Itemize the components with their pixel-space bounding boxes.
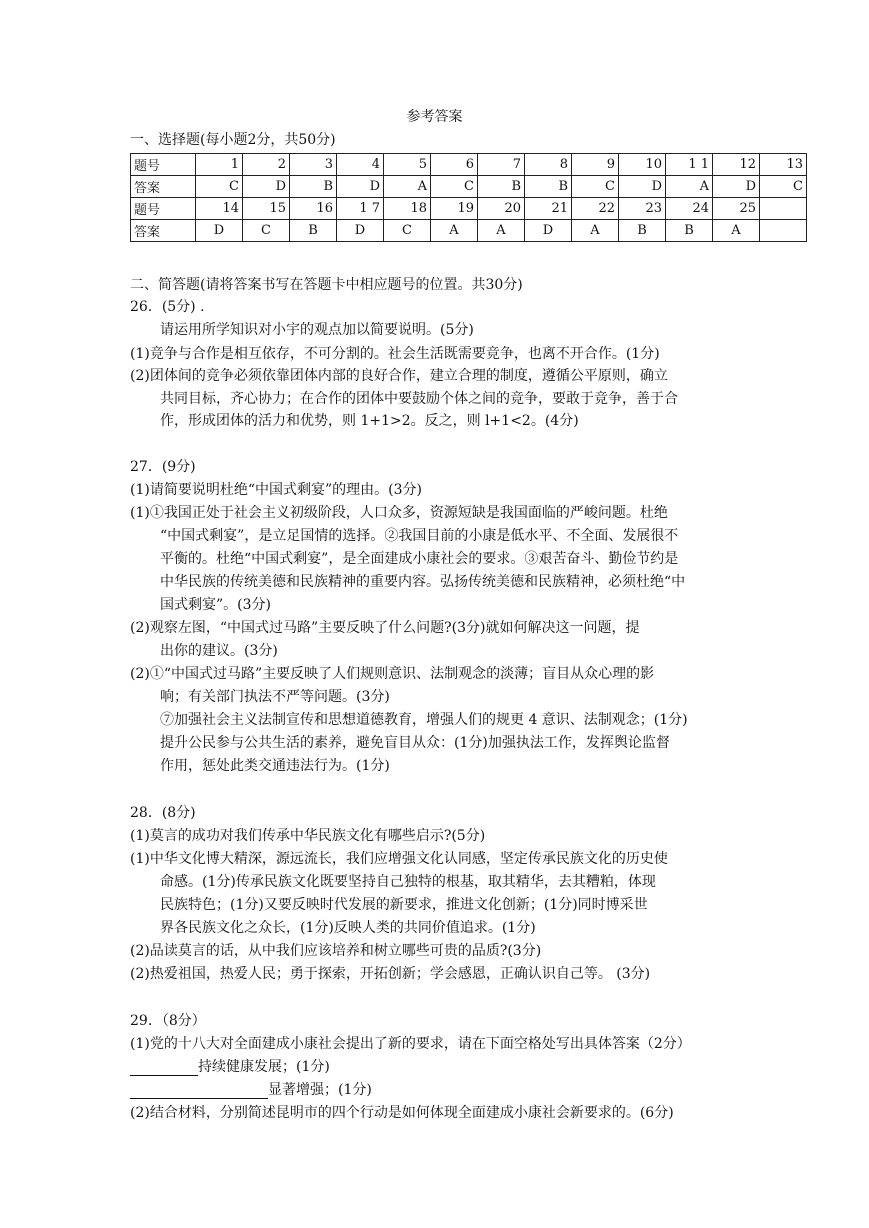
q28-heading: 28．(8分) (130, 805, 196, 821)
table-cell: A (666, 176, 713, 198)
table-cell: 6 (431, 154, 478, 176)
q29-line: 显著增强；(1分) (268, 1082, 372, 1098)
q27-line: “中国式剩宴”，是立足国情的选择。②我国目前的小康是低水平、不全面、发展很不 (160, 528, 679, 544)
q28-line: (2)品读莫言的话，从中我们应该培养和树立哪些可贵的品质?(3分) (130, 943, 542, 959)
q27-heading: 27．(9分) (130, 459, 196, 475)
q28-line: (2)热爱祖国，热爱人民；勇于探索，开拓创新；学会感恩，正确认识自己等。 (3分) (130, 966, 651, 982)
q28-line: 界各民族文化之众长，(1分)反映人类的共同价值追求。(1分) (160, 920, 536, 936)
q29-blank-line (130, 1081, 372, 1099)
table-row (131, 198, 807, 220)
q26-line: 共同目标，齐心协力；在合作的团体中要鼓励个体之间的竞争，要敢于竞争，善于合 (160, 391, 678, 407)
q27-line: ⑦加强社会主义法制宣传和思想道德教育，增强人们的规更 4 意识、法制观念；(1分) (160, 712, 688, 728)
q26-line: 请运用所学知识对小宇的观点加以简要说明。(5分) (160, 322, 474, 338)
table-cell: 12 (713, 154, 760, 176)
table-cell: D (619, 176, 666, 198)
table-row-label: 答案 (131, 176, 196, 198)
table-cell: B (525, 176, 572, 198)
q29-blank-line (130, 1058, 330, 1076)
q29-line: 持续健康发展；(1分) (198, 1059, 330, 1075)
table-cell: 25 (713, 198, 760, 220)
q27-line: 国式剩宴”。(3分) (160, 597, 271, 613)
table-cell: B (619, 220, 666, 242)
answer-blank (130, 1084, 268, 1099)
q28-line: 民族特色；(1分)又要反映时代发展的新要求，推进文化创新；(1分)同时博采世 (160, 897, 648, 913)
table-row-label: 题号 (131, 154, 196, 176)
table-cell: C (196, 176, 243, 198)
table-cell: D (243, 176, 290, 198)
q29-heading: 29．（8分） (130, 1013, 206, 1029)
table-cell: 4 (337, 154, 384, 176)
table-cell: 16 (290, 198, 337, 220)
table-cell: B (478, 176, 525, 198)
q27-line: 出你的建议。(3分) (160, 643, 278, 659)
table-cell: 20 (478, 198, 525, 220)
table-cell: D (713, 176, 760, 198)
table-cell: 24 (666, 198, 713, 220)
q27-line: (1)请简要说明杜绝“中国式剩宴”的理由。(3分) (130, 482, 422, 498)
table-cell: D (337, 176, 384, 198)
table-cell: C (431, 176, 478, 198)
table-cell: A (431, 220, 478, 242)
table-cell (760, 220, 807, 242)
q28-line: (1)中华文化博大精深，源远流长，我们应增强文化认同感，坚定传承民族文化的历史使 (130, 851, 668, 867)
table-cell: B (290, 176, 337, 198)
table-cell: D (196, 220, 243, 242)
table-cell: 3 (290, 154, 337, 176)
table-cell: C (572, 176, 619, 198)
answer-blank (130, 1061, 198, 1076)
table-cell: 1 7 (337, 198, 384, 220)
table-cell: A (478, 220, 525, 242)
table-cell: 23 (619, 198, 666, 220)
table-cell: 14 (196, 198, 243, 220)
table-row (131, 220, 807, 242)
table-cell: A (572, 220, 619, 242)
table-row (131, 154, 807, 176)
q26-line: 作，形成团体的活力和优势，则 1+1>2。反之，则 l+1<2。(4分) (160, 413, 579, 429)
q28-line: (1)莫言的成功对我们传承中华民族文化有哪些启示?(5分) (130, 828, 486, 844)
q26-heading: 26．(5分) . (130, 299, 205, 315)
table-cell: C (384, 220, 431, 242)
table-cell: C (760, 176, 807, 198)
table-cell: 19 (431, 198, 478, 220)
q27-line: (1)①我国正处于社会主义初级阶段，人口众多，资源短缺是我国面临的严峻问题。杜绝 (130, 505, 668, 521)
q28-line: 命感。(1分)传承民族文化既要坚持自己独特的根基，取其精华，去其糟粕，体现 (160, 874, 656, 890)
table-cell: A (713, 220, 760, 242)
table-cell: 8 (525, 154, 572, 176)
table-cell: 1 (196, 154, 243, 176)
table-cell (760, 198, 807, 220)
table-cell: 1 1 (666, 154, 713, 176)
q26-line: (2)团体间的竞争必须依靠团体内部的良好合作，建立合理的制度，遵循公平原则，确立 (130, 368, 668, 384)
table-cell: 13 (760, 154, 807, 176)
q26-line: (1)竞争与合作是相互依存，不可分割的。社会生活既需要竞争，也离不开合作。(1分) (130, 346, 660, 362)
q27-line: 响；有关部门执法不严等问题。(3分) (160, 689, 390, 705)
q27-line: (2)①“中国式过马路”主要反映了人们规则意识、法制观念的淡薄；盲目从众心理的影 (130, 666, 655, 682)
table-cell: 18 (384, 198, 431, 220)
table-cell: 21 (525, 198, 572, 220)
q29-line: (2)结合材料，分别简述昆明市的四个行动是如何体现全面建成小康社会新要求的。(6分) (130, 1105, 674, 1121)
table-cell: 7 (478, 154, 525, 176)
table-cell: B (290, 220, 337, 242)
section-1-heading: 一、选择题(每小题2分，共50分) (130, 132, 336, 148)
table-cell: 15 (243, 198, 290, 220)
q27-line: 作用，惩处此类交通违法行为。(1分) (160, 758, 390, 774)
answer-table (130, 153, 807, 242)
table-cell: A (384, 176, 431, 198)
q29-line: (1)党的十八大对全面建成小康社会提出了新的要求，请在下面空格处写出具体答案（2分） (130, 1036, 691, 1052)
q27-line: 中华民族的传统美德和民族精神的重要内容。弘扬传统美德和民族精神，必须杜绝“中 (160, 574, 686, 590)
table-cell: 5 (384, 154, 431, 176)
table-cell: 22 (572, 198, 619, 220)
table-cell: C (243, 220, 290, 242)
table-cell: 9 (572, 154, 619, 176)
table-row (131, 176, 807, 198)
table-cell: D (525, 220, 572, 242)
q27-line: (2)观察左图，“中国式过马路”主要反映了什么问题?(3分)就如何解决这一问题，提 (130, 620, 640, 636)
table-cell: 2 (243, 154, 290, 176)
table-cell: B (666, 220, 713, 242)
table-cell: 10 (619, 154, 666, 176)
page-title: 参考答案 (406, 109, 463, 125)
q27-line: 提升公民参与公共生活的素养，避免盲目从众：(1分)加强执法工作，发挥舆论监督 (160, 735, 670, 751)
table-cell: D (337, 220, 384, 242)
table-row-label: 答案 (131, 220, 196, 242)
q27-line: 平衡的。杜绝“中国式剩宴”，是全面建成小康社会的要求。③艰苦奋斗、勤俭节约是 (160, 551, 679, 567)
table-row-label: 题号 (131, 198, 196, 220)
section-2-heading: 二、简答题(请将答案书写在答题卡中相应题号的位置。共30分) (130, 277, 523, 293)
